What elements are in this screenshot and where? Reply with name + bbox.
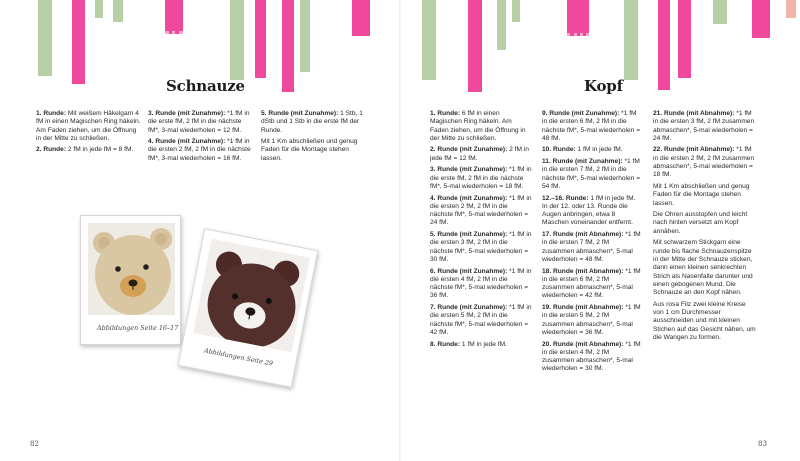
ribbon: [752, 0, 770, 38]
step-text: *1 fM in die ersten 2 fM, 2 fM in die nächste fM*, 5-mal wiederholen = 24 fM.: [430, 194, 532, 227]
instruction-step: [653, 183, 757, 208]
instruction-step: [430, 166, 532, 191]
ribbon: [678, 0, 691, 78]
page-title-kopf: Kopf: [584, 77, 623, 95]
step-heading: 3. Runde (mit Zunahme):: [430, 166, 508, 174]
step-text: *1 fM in die erste fM, 2 fM in die nächste fM*, 3-mal wiederholen = 12 fM.: [148, 110, 250, 134]
step-text: 1 fM in jede fM.: [460, 340, 507, 348]
step-heading: 21. Runde (mit Abnahme):: [653, 110, 735, 117]
step-heading: 17. Runde (mit Abnahme):: [542, 231, 624, 239]
instruction-step: [542, 158, 642, 191]
instruction-step: [542, 268, 642, 301]
photo-caption: Abbildungen Seite 29: [203, 346, 274, 368]
step-heading: 4. Runde (mit Zunahme):: [148, 138, 226, 146]
ribbon: [165, 0, 183, 34]
instruction-step: [653, 146, 757, 179]
step-text: *1 fM in die ersten 6 fM, 2 fM in die nächste fM*, 5-mal wiederholen = 48 fM.: [542, 110, 641, 142]
step-heading: 2. Runde (mit Zunahme):: [430, 146, 508, 154]
photo-card: [178, 228, 319, 388]
step-heading: 11. Runde (mit Zunahme):: [542, 158, 623, 166]
instruction-step: [430, 304, 532, 337]
step-text: *1 fM in die ersten 6 fM, 2 fM zusammen abmaschen*, 5-mal wiederholen = 42 fM.: [542, 267, 641, 300]
ribbon: [38, 0, 52, 76]
ribbon: [72, 0, 85, 84]
instruction-step: [430, 146, 532, 163]
instruction-step: [542, 304, 642, 337]
step-text: 2 fM in jede fM = 8 fM.: [66, 146, 134, 154]
step-heading: 3. Runde (mit Zunahme):: [148, 110, 226, 117]
instruction-step: [261, 138, 369, 163]
instruction-step: [430, 231, 532, 264]
instruction-step: [430, 268, 532, 301]
instruction-step: [542, 110, 642, 143]
instruction-step: [430, 110, 532, 143]
step-text: 2 fM in jede fM = 12 fM.: [430, 146, 529, 162]
step-heading: 22. Runde (mit Abnahme):: [653, 146, 735, 154]
instruction-step: [653, 301, 757, 342]
instruction-column: [542, 110, 642, 377]
page-title-schnauze: Schnauze: [166, 77, 245, 95]
bear-photo: [88, 223, 175, 315]
instruction-step: [148, 138, 252, 163]
step-text: 1 fM in jede fM. In der 12. oder 13. Runde die Augen anbringen, etwa 8 Maschen voneinander entfernt.: [542, 194, 636, 227]
step-heading: 19. Runde (mit Abnahme):: [542, 304, 624, 312]
tan-bear-illustration: [88, 223, 175, 315]
step-text: *1 fM in die ersten 3 fM, 2 fM in die nächste fM*, 5-mal wiederholen = 30 fM.: [430, 231, 532, 263]
step-text: 1 fM in jede fM.: [575, 146, 623, 154]
step-text: *1 fM in die ersten 3 fM, 2 fM zusammen abmaschen*, 5-mal wiederholen = 24 fM.: [653, 110, 755, 142]
instruction-column: [653, 110, 757, 346]
step-text: Aus rosa Filz zwei kleine Kreise von 1 cm Durchmesser ausschneiden und mit kleinen Stichen auf das Gesicht nähen, um die Wangen zu formen.: [653, 300, 756, 341]
ribbon: [512, 0, 520, 22]
ribbon: [713, 0, 727, 24]
ribbon: [352, 0, 370, 36]
instruction-step: [430, 341, 532, 349]
instruction-column: [430, 110, 532, 352]
ribbon: [468, 0, 482, 92]
instruction-step: [148, 110, 252, 135]
instruction-step: [261, 110, 369, 135]
instruction-step: [542, 341, 642, 374]
step-text: Mit 1 Km abschließen und genug Faden für die Montage stehen lassen.: [653, 182, 750, 207]
step-heading: 18. Runde (mit Abnahme):: [542, 267, 624, 275]
step-heading: 1. Runde:: [430, 110, 461, 117]
step-text: Die Ohren ausstopfen und leicht nach hinten versetzt am Kopf annähen.: [653, 211, 748, 235]
step-heading: 5. Runde (mit Zunahme):: [261, 110, 339, 117]
ribbon: [300, 0, 310, 72]
ribbon: [567, 0, 589, 36]
instruction-step: [36, 146, 142, 154]
instruction-step: [542, 231, 642, 264]
ribbon: [255, 0, 266, 78]
instruction-step: [653, 239, 757, 297]
instruction-step: [653, 110, 757, 143]
step-heading: 20. Runde (mit Abnahme):: [542, 340, 624, 348]
instruction-column: [261, 110, 369, 166]
step-text: *1 fM in die ersten 5 fM, 2 fM in die nächste fM*, 5-mal wiederholen = 42 fM.: [430, 304, 532, 336]
step-heading: 10. Runde:: [542, 146, 576, 154]
instruction-step: [653, 211, 757, 236]
step-text: Mit 1 Km abschließen und genug Faden für die Montage stehen lassen.: [261, 138, 358, 162]
ribbon: [230, 0, 244, 80]
photo-card: [80, 215, 181, 345]
step-heading: 12.–16. Runde:: [542, 194, 589, 202]
instruction-step: [542, 195, 642, 228]
page-number: 83: [758, 440, 767, 448]
instruction-column: [148, 110, 252, 166]
ribbon: [624, 0, 638, 80]
step-heading: 8. Runde:: [430, 340, 461, 348]
page-number: 82: [30, 440, 39, 448]
step-heading: 6. Runde (mit Zunahme):: [430, 267, 508, 275]
step-text: Mit weißem Häkelgarn 4 fM in einen Magischen Ring häkeln. Am Faden ziehen, um die Öffnung in der Mitte zu schließen.: [36, 110, 141, 142]
bear-photo: [193, 239, 309, 352]
step-text: 1 Stb, 1 dStb und 1 Stb in die erste fM der Runde.: [261, 110, 363, 134]
step-text: *1 fM in die ersten 2 fM, 2 fM in die nächste fM*, 3-mal wiederholen = 16 fM.: [148, 138, 251, 162]
ribbon: [113, 0, 123, 22]
step-heading: 1. Runde:: [36, 110, 67, 117]
step-text: *1 fM in die ersten 4 fM, 2 fM in die nächste fM*, 5-mal wiederholen = 36 fM.: [430, 267, 532, 300]
step-heading: 2. Runde:: [36, 146, 67, 154]
ribbon: [497, 0, 506, 50]
instruction-step: [36, 110, 142, 143]
step-text: *1 fM in die ersten 7 fM, 2 fM in die nächste fM*, 5-mal wiederholen = 54 fM.: [542, 158, 641, 190]
ribbon: [658, 0, 670, 90]
step-heading: 5. Runde (mit Zunahme):: [430, 231, 508, 239]
step-text: *1 fM in die ersten 4 fM, 2 fM zusammen abmaschen*, 5-mal wiederholen = 30 fM.: [542, 340, 641, 373]
book-gutter: [399, 0, 401, 461]
ribbon: [786, 0, 796, 18]
brown-bear-illustration: [193, 239, 309, 352]
step-text: Mit schwarzem Stickgarn eine runde bis flache Schnauzenspitze in der Mitte der Schnauze sticken, dann einen kleinen senkrechten Strich als Nasenfalte darunter und einen gebogenen Mund. Die Schnauze an den Kopf nähen.: [653, 239, 753, 297]
step-text: *1 fM in die ersten 2 fM, 2 fM zusammen abmaschen*, 5-mal wiederholen = 18 fM.: [653, 146, 755, 179]
step-text: 6 fM in einen Magischen Ring häkeln. Am Faden ziehen, um die Öffnung in der Mitte zu schließen.: [430, 110, 526, 142]
ribbon: [282, 0, 294, 92]
step-heading: 7. Runde (mit Zunahme):: [430, 304, 508, 312]
instruction-column: [36, 110, 142, 158]
step-text: *1 fM in die ersten 7 fM, 2 fM zusammen abmaschen*, 5-mal wiederholen = 48 fM.: [542, 231, 641, 263]
ribbon: [422, 0, 436, 80]
step-text: *1 fM in die erste fM, 2 fM in die nächste fM*, 5-mal wiederholen = 18 fM.: [430, 166, 532, 190]
instruction-step: [430, 195, 532, 228]
step-text: *1 fM in die ersten 5 fM, 2 fM zusammen abmaschen*, 5-mal wiederholen = 36 fM.: [542, 304, 641, 336]
photo-caption: Abbildungen Seite 16–17: [97, 324, 179, 332]
instruction-step: [542, 146, 642, 154]
step-heading: 4. Runde (mit Zunahme):: [430, 194, 508, 202]
ribbon: [95, 0, 103, 18]
step-heading: 9. Runde (mit Zunahme):: [542, 110, 620, 117]
